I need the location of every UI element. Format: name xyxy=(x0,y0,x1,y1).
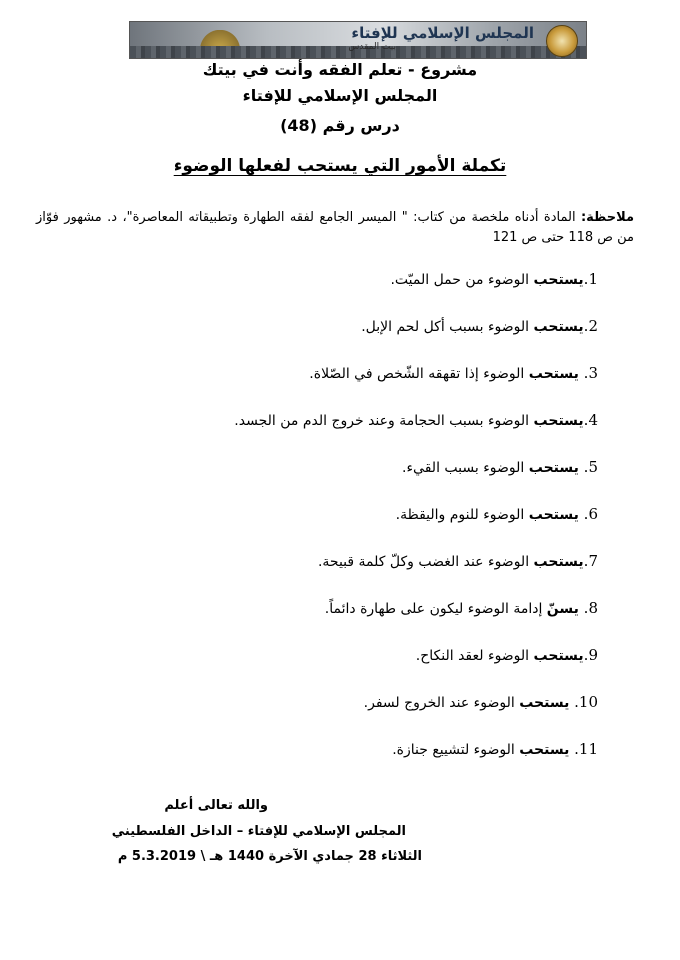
item-number: 1. xyxy=(583,270,598,288)
banner-logo-text: المجلس الإسلامي للإفتاء xyxy=(351,24,534,42)
closing-text: والله تعالى أعلم xyxy=(164,798,268,813)
note-text: المادة أدناه ملخصة من كتاب: " الميسر الجامع لفقه الطهارة وتطبيقاته المعاصرة"، د. مشهور فوّاز من ص 118 حتى ص 121 xyxy=(36,210,634,245)
item-text: الوضوء إذا تقهقه الشّخص في الصّلاة. xyxy=(309,366,529,382)
list-item xyxy=(38,270,598,317)
item-lead: يستحب xyxy=(519,742,570,758)
item-number: 10. xyxy=(569,693,598,711)
list-item xyxy=(38,552,598,599)
item-lead: يستحب xyxy=(528,366,579,382)
item-text: الوضوء عند الخروج لسفر. xyxy=(363,695,520,711)
list-item xyxy=(38,364,598,411)
signature-text: المجلس الإسلامي للإفتاء – الداخل الفلسطيني xyxy=(111,824,406,839)
list-item xyxy=(38,693,598,740)
list-item xyxy=(38,317,598,364)
item-lead: يستحب xyxy=(519,695,570,711)
item-number: 6. xyxy=(578,505,598,523)
recommendations-list xyxy=(38,270,598,787)
item-number: 4. xyxy=(583,411,598,429)
item-lead: يستحب xyxy=(533,272,584,288)
council-seal-icon xyxy=(546,25,578,57)
list-item xyxy=(38,740,598,787)
item-text: الوضوء عند الغضب وكلّ كلمة قبيحة. xyxy=(317,554,534,570)
item-lead: يستحب xyxy=(528,460,579,476)
item-text: الوضوء لتشييع جنازة. xyxy=(392,742,520,758)
item-number: 3. xyxy=(578,364,598,382)
item-text: إدامة الوضوء ليكون على طهارة دائماً. xyxy=(324,601,547,617)
item-lead: يستحب xyxy=(528,507,579,523)
item-lead: يستحب xyxy=(533,413,584,429)
item-text: الوضوء بسبب أكل لحم الإبل. xyxy=(361,319,534,335)
item-number: 2. xyxy=(583,317,598,335)
lesson-number: درس رقم (48) xyxy=(280,116,400,135)
item-number: 7. xyxy=(583,552,598,570)
lesson-title: تكملة الأمور التي يستحب لفعلها الوضوء xyxy=(173,156,507,176)
list-item xyxy=(38,646,598,693)
item-number: 11. xyxy=(569,740,598,758)
source-note xyxy=(36,208,634,248)
list-item xyxy=(38,458,598,505)
list-item xyxy=(38,411,598,458)
item-lead: يستحب xyxy=(533,648,584,664)
header-banner xyxy=(129,21,587,59)
item-text: الوضوء للنوم واليقظة. xyxy=(395,507,529,523)
project-title: مشروع - تعلم الفقه وأنت في بيتك xyxy=(202,60,478,79)
list-item xyxy=(38,599,598,646)
date-text: الثلاثاء 28 جمادي الآخرة 1440 هـ \ 5.3.2019 م xyxy=(117,849,422,864)
item-text: الوضوء لعقد النكاح. xyxy=(415,648,534,664)
item-lead: يستحب xyxy=(533,319,584,335)
item-text: الوضوء من حمل الميّت. xyxy=(390,272,534,288)
item-text: الوضوء بسبب القيء. xyxy=(402,460,529,476)
item-lead: يستحب xyxy=(533,554,584,570)
item-number: 9. xyxy=(583,646,598,664)
item-text: الوضوء بسبب الحجامة وعند خروج الدم من الجسد. xyxy=(234,413,534,429)
item-number: 5. xyxy=(578,458,598,476)
item-lead: يسنّ xyxy=(546,601,579,617)
note-label: ملاحظة: xyxy=(580,210,634,225)
council-name: المجلس الإسلامي للإفتاء xyxy=(242,86,438,105)
list-item xyxy=(38,505,598,552)
banner-sub-text: بيت المقدس xyxy=(348,42,396,52)
item-number: 8. xyxy=(578,599,598,617)
